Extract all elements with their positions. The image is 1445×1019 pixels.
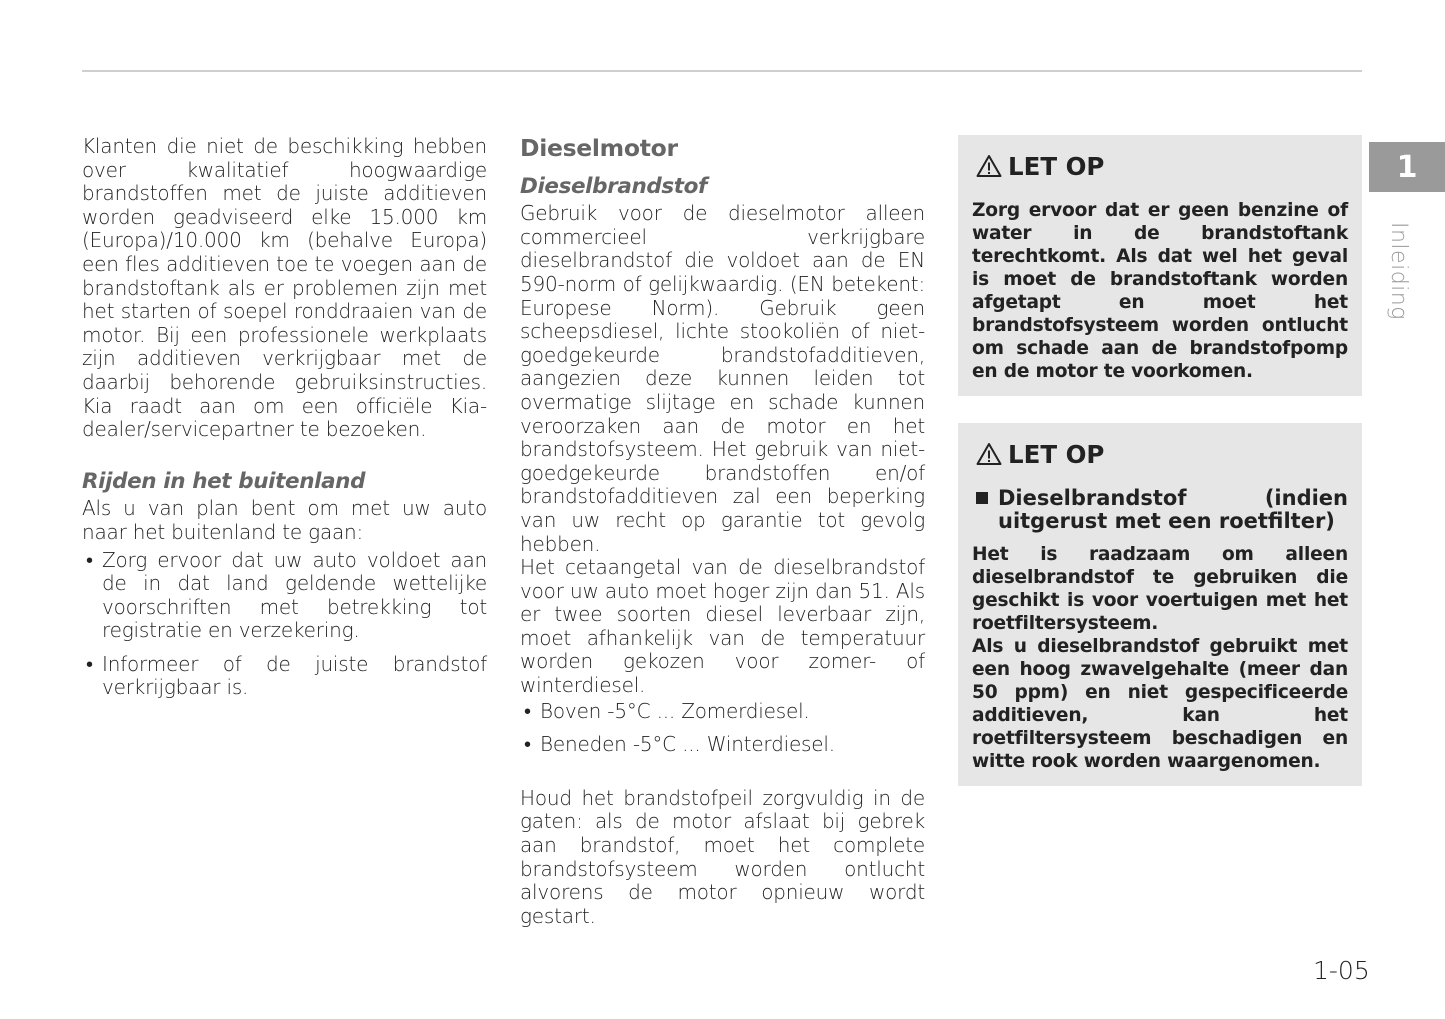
- caution-title-text: LET OP: [1008, 151, 1105, 181]
- section-title: Dieselmotor: [520, 134, 678, 162]
- list-item: • Zorg ervoor dat uw auto voldoet aan de in dat land geldende wettelijke voorschriften met betrekking tot registratie en verzekering.: [82, 549, 487, 643]
- caution-text: [972, 543, 1348, 773]
- caution-title: [976, 147, 1348, 185]
- column-middle: [520, 135, 925, 928]
- top-divider: [82, 70, 1362, 72]
- chapter-label: Inleiding: [1386, 222, 1411, 320]
- caution-text: [972, 199, 1348, 383]
- warning-triangle-icon: [976, 154, 1002, 178]
- caution-title-text: LET OP: [1008, 439, 1105, 469]
- caution-item-heading: [976, 487, 1348, 533]
- list-item: • Informeer of de juiste brandstof verkrijgbaar is.: [82, 653, 487, 700]
- chapter-tab: 1: [1369, 142, 1445, 192]
- fuel-paragraph-1: Gebruik voor de dieselmotor alleen commercieel verkrijgbare dieselbrandstof die voldoet aan de EN 590-norm of gelijkwaardig. (EN betekent: Europese Norm). Gebruik geen scheepsdiesel, lichte stookoliën of niet-goedgekeurde brandstofadditieven, aangezien deze kunnen leiden tot overmatige slijtage en schade kunnen veroorzaken aan de motor en het brandstofsysteem. Het gebruik van niet-goedgekeurde brandstoffen en/of brandstofadditieven zal een beperking van uw recht op garantie tot gevolg hebben.: [520, 201, 925, 556]
- warning-triangle-icon: [976, 442, 1002, 466]
- caution-paragraph: Zorg ervoor dat er geen benzine of water in de brandstoftank terechtkomt. Als dat wel het geval is moet de brandstoftank worden afgetapt en moet het brandstofsysteem worden ontlucht om schade aan de brandstofpomp en de motor te voorkomen.: [972, 200, 1348, 382]
- caution-box-2: [958, 423, 1362, 786]
- list-item: • Beneden -5°C ... Winterdiesel.: [520, 733, 925, 757]
- page-number: 1-05: [1313, 956, 1370, 985]
- column-left: [82, 135, 487, 710]
- abroad-heading: Rijden in het buitenland: [82, 468, 366, 494]
- fuel-subheading: Dieselbrandstof: [520, 173, 707, 199]
- intro-paragraph: Klanten die niet de beschikking hebben over kwalitatief hoogwaardige brandstoffen met de juiste additieven worden geadviseerd elke 15.000 km (Europa)/10.000 km (behalve Europa) een fles additieven toe te voegen aan de brandstoftank als er problemen zijn met het starten of soepel ronddraaien van de motor. Bij een professionele werkplaats zijn additieven verkrijgbaar met de daarbij behorende gebruiksinstructies. Kia raadt aan om een officiële Kia-dealer/servicepartner te bezoeken.: [82, 134, 487, 442]
- caution-title: [976, 435, 1348, 473]
- temperature-bullet-list: [520, 700, 925, 757]
- abroad-paragraph: Als u van plan bent om met uw auto naar het buitenland te gaan:: [82, 496, 487, 544]
- fuel-paragraph-3: Houd het brandstofpeil zorgvuldig in de gaten: als de motor afslaat bij gebrek aan brandstof, moet het complete brandstofsysteem worden ontlucht alvorens de motor opnieuw wordt gestart.: [520, 785, 925, 928]
- caution-item-heading-text: Dieselbrandstof (indien uitgerust met een roetfilter): [998, 486, 1348, 533]
- abroad-bullet-list: [82, 549, 487, 701]
- list-item: • Boven -5°C ... Zomerdiesel.: [520, 700, 925, 724]
- caution-paragraph: Het is raadzaam om alleen dieselbrandstof te gebruiken die geschikt is voor voertuigen met het roetfiltersysteem.: [972, 544, 1348, 634]
- caution-paragraph: Als u dieselbrandstof gebruikt met een hoog zwavelgehalte (meer dan 50 ppm) en niet gespecificeerde additieven, kan het roetfiltersysteem beschadigen en witte rook worden waargenomen.: [972, 636, 1348, 772]
- caution-box-1: [958, 135, 1362, 396]
- square-bullet-icon: [976, 492, 988, 504]
- fuel-paragraph-2: Het cetaangetal van de dieselbrandstof voor uw auto moet hoger zijn dan 51. Als er twee soorten diesel leverbaar zijn, moet afhankelijk van de temperatuur worden gekozen voor zomer- of winterdiesel.: [520, 555, 925, 698]
